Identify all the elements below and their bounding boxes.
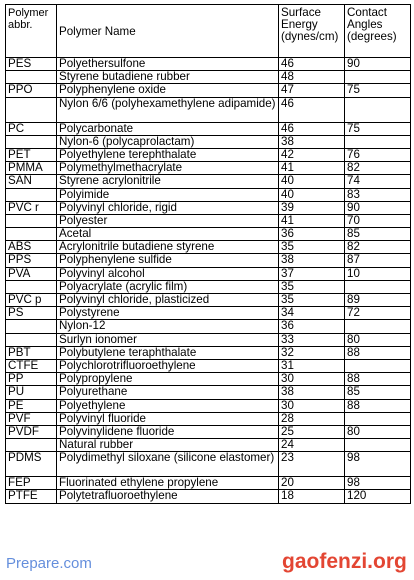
cell-energy: 34	[279, 307, 345, 320]
cell-name: Polyphenylene oxide	[57, 84, 279, 97]
cell-abbr: PBT	[6, 346, 57, 359]
cell-abbr: PES	[6, 58, 57, 71]
table-row	[6, 490, 411, 503]
cell-abbr: PP	[6, 373, 57, 386]
cell-name: Polyvinyl chloride, rigid	[57, 201, 279, 214]
cell-energy: 42	[279, 148, 345, 161]
table-row	[6, 122, 411, 135]
cell-name: Polychlorotrifluoroethylene	[57, 359, 279, 372]
table-row	[6, 188, 411, 201]
cell-abbr	[6, 280, 57, 293]
cell-energy: 35	[279, 294, 345, 307]
cell-angle: 87	[345, 254, 411, 267]
cell-angle: 98	[345, 477, 411, 490]
cell-name: Polydimethyl siloxane (silicone elastomer)	[57, 452, 279, 477]
cell-name: Polyacrylate (acrylic film)	[57, 280, 279, 293]
cell-abbr: CTFE	[6, 359, 57, 372]
cell-angle	[345, 439, 411, 452]
cell-energy: 28	[279, 412, 345, 425]
cell-energy: 40	[279, 188, 345, 201]
table-row	[6, 214, 411, 227]
cell-abbr: PC	[6, 122, 57, 135]
cell-angle: 120	[345, 490, 411, 503]
cell-angle	[345, 71, 411, 84]
cell-abbr: PU	[6, 386, 57, 399]
cell-abbr	[6, 214, 57, 227]
cell-name: Polyethersulfone	[57, 58, 279, 71]
cell-abbr	[6, 188, 57, 201]
cell-name: Styrene acrylonitrile	[57, 175, 279, 188]
cell-angle: 82	[345, 241, 411, 254]
cell-name: Polyvinyl alcohol	[57, 267, 279, 280]
table-row	[6, 148, 411, 161]
cell-name: Polyvinylidene fluoride	[57, 425, 279, 438]
table-header	[6, 5, 411, 58]
cell-energy: 41	[279, 214, 345, 227]
table-row	[6, 241, 411, 254]
cell-angle: 89	[345, 294, 411, 307]
cell-angle: 88	[345, 399, 411, 412]
cell-name: Acrylonitrile butadiene styrene	[57, 241, 279, 254]
cell-energy: 39	[279, 201, 345, 214]
table-row	[6, 333, 411, 346]
cell-energy: 48	[279, 71, 345, 84]
cell-angle: 82	[345, 162, 411, 175]
cell-angle: 10	[345, 267, 411, 280]
cell-energy: 38	[279, 386, 345, 399]
cell-energy: 30	[279, 373, 345, 386]
cell-abbr	[6, 333, 57, 346]
header-row	[6, 5, 411, 58]
cell-abbr: PET	[6, 148, 57, 161]
table-row	[6, 201, 411, 214]
cell-abbr: PDMS	[6, 452, 57, 477]
cell-abbr: PPS	[6, 254, 57, 267]
cell-abbr	[6, 135, 57, 148]
table-row	[6, 399, 411, 412]
cell-abbr	[6, 71, 57, 84]
cell-energy: 24	[279, 439, 345, 452]
table-row	[6, 373, 411, 386]
table-row	[6, 254, 411, 267]
cell-angle: 80	[345, 425, 411, 438]
header-name: Polymer Name	[57, 5, 279, 58]
table-row	[6, 58, 411, 71]
header-angle: Contact Angles (degrees)	[345, 5, 411, 58]
cell-name: Nylon 6/6 (polyhexamethylene adipamide)	[57, 97, 279, 122]
cell-angle: 72	[345, 307, 411, 320]
cell-energy: 36	[279, 320, 345, 333]
cell-abbr: PTFE	[6, 490, 57, 503]
table-row	[6, 452, 411, 477]
cell-energy: 46	[279, 97, 345, 122]
cell-abbr: PE	[6, 399, 57, 412]
cell-angle: 98	[345, 452, 411, 477]
cell-angle	[345, 135, 411, 148]
cell-name: Polyvinyl chloride, plasticized	[57, 294, 279, 307]
cell-name: Polymethylmethacrylate	[57, 162, 279, 175]
cell-abbr: PMMA	[6, 162, 57, 175]
cell-energy: 38	[279, 254, 345, 267]
cell-name: Acetal	[57, 228, 279, 241]
cell-angle: 75	[345, 122, 411, 135]
cell-energy: 35	[279, 280, 345, 293]
watermark-right: gaofenzi.org	[282, 550, 407, 573]
table-row	[6, 294, 411, 307]
cell-abbr: PVDF	[6, 425, 57, 438]
table-row	[6, 359, 411, 372]
cell-energy: 20	[279, 477, 345, 490]
cell-angle: 75	[345, 84, 411, 97]
cell-abbr: PVC r	[6, 201, 57, 214]
table-row	[6, 267, 411, 280]
cell-energy: 32	[279, 346, 345, 359]
cell-angle: 90	[345, 201, 411, 214]
table-row	[6, 97, 411, 122]
cell-energy: 31	[279, 359, 345, 372]
cell-abbr	[6, 320, 57, 333]
cell-angle: 74	[345, 175, 411, 188]
cell-name: Polyphenylene sulfide	[57, 254, 279, 267]
polymer-properties-table	[5, 4, 411, 504]
cell-abbr: PPO	[6, 84, 57, 97]
cell-abbr: PVF	[6, 412, 57, 425]
cell-abbr: SAN	[6, 175, 57, 188]
cell-energy: 38	[279, 135, 345, 148]
cell-abbr: ABS	[6, 241, 57, 254]
cell-name: Nylon-12	[57, 320, 279, 333]
cell-energy: 30	[279, 399, 345, 412]
cell-angle	[345, 280, 411, 293]
table-row	[6, 320, 411, 333]
cell-energy: 46	[279, 58, 345, 71]
cell-energy: 35	[279, 241, 345, 254]
cell-name: Polybutylene teraphthalate	[57, 346, 279, 359]
cell-name: Polyvinyl fluoride	[57, 412, 279, 425]
cell-name: Polytetrafluoroethylene	[57, 490, 279, 503]
table-row	[6, 386, 411, 399]
cell-name: Fluorinated ethylene propylene	[57, 477, 279, 490]
table-row	[6, 425, 411, 438]
cell-energy: 40	[279, 175, 345, 188]
cell-angle	[345, 320, 411, 333]
cell-name: Polyester	[57, 214, 279, 227]
cell-angle: 76	[345, 148, 411, 161]
header-energy: Surface Energy (dynes/cm)	[279, 5, 345, 58]
cell-angle	[345, 359, 411, 372]
cell-abbr: PVC p	[6, 294, 57, 307]
table-row	[6, 477, 411, 490]
cell-angle: 90	[345, 58, 411, 71]
header-abbr: Polymer abbr.	[6, 5, 57, 58]
cell-name: Polyurethane	[57, 386, 279, 399]
cell-name: Styrene butadiene rubber	[57, 71, 279, 84]
cell-abbr	[6, 439, 57, 452]
cell-energy: 25	[279, 425, 345, 438]
cell-energy: 41	[279, 162, 345, 175]
cell-name: Polyethylene terephthalate	[57, 148, 279, 161]
table-row	[6, 307, 411, 320]
table-row	[6, 135, 411, 148]
cell-angle: 70	[345, 214, 411, 227]
cell-name: Polyimide	[57, 188, 279, 201]
cell-angle: 85	[345, 228, 411, 241]
cell-angle: 88	[345, 346, 411, 359]
cell-name: Polycarbonate	[57, 122, 279, 135]
cell-name: Surlyn ionomer	[57, 333, 279, 346]
cell-angle: 88	[345, 373, 411, 386]
cell-energy: 37	[279, 267, 345, 280]
table-row	[6, 84, 411, 97]
cell-angle	[345, 97, 411, 122]
cell-abbr	[6, 228, 57, 241]
cell-abbr: PS	[6, 307, 57, 320]
cell-angle: 85	[345, 386, 411, 399]
table-row	[6, 175, 411, 188]
cell-abbr: PVA	[6, 267, 57, 280]
table-row	[6, 228, 411, 241]
table-body	[6, 58, 411, 504]
cell-angle	[345, 412, 411, 425]
cell-abbr	[6, 97, 57, 122]
cell-angle: 80	[345, 333, 411, 346]
cell-name: Polystyrene	[57, 307, 279, 320]
table-row	[6, 162, 411, 175]
cell-energy: 18	[279, 490, 345, 503]
cell-energy: 46	[279, 122, 345, 135]
cell-energy: 47	[279, 84, 345, 97]
cell-energy: 36	[279, 228, 345, 241]
table-row	[6, 71, 411, 84]
cell-name: Natural rubber	[57, 439, 279, 452]
table-row	[6, 346, 411, 359]
cell-energy: 23	[279, 452, 345, 477]
table-row	[6, 439, 411, 452]
cell-abbr: FEP	[6, 477, 57, 490]
cell-name: Polypropylene	[57, 373, 279, 386]
cell-name: Polyethylene	[57, 399, 279, 412]
cell-energy: 33	[279, 333, 345, 346]
table-row	[6, 280, 411, 293]
cell-name: Nylon-6 (polycaprolactam)	[57, 135, 279, 148]
watermark-left: Prepare.com	[6, 555, 92, 572]
table-row	[6, 412, 411, 425]
cell-angle: 83	[345, 188, 411, 201]
